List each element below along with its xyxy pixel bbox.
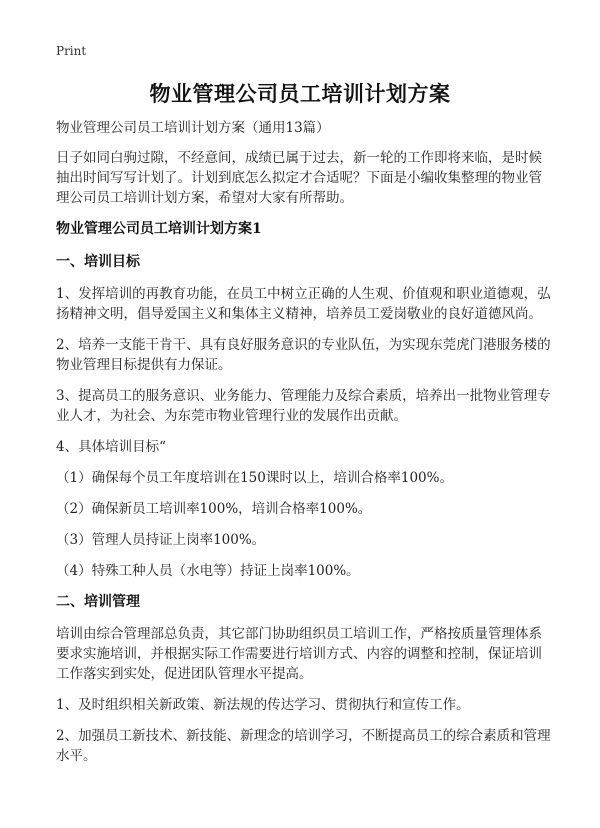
management-intro: 培训由综合管理部总负责，其它部门协助组织员工培训工作，严格按质量管理体系要求实施培训，并根据实际工作需要进行培训方式、内容的调整和控制，保证培训工作落实到实处，促进团队管理水平提高。 [56,626,542,682]
heading-training-goals: 一、培训目标 [56,254,140,270]
intro-paragraph: 日子如同白驹过隙，不经意间，成绩已属于过去，新一轮的工作即将来临，是时候抽出时间写写计划了。计划到底怎么拟定才合适呢？下面是小编收集整理的物业管理公司员工培训计划方案，希望对大家有所帮助。 [56,150,542,206]
print-link[interactable]: Print [56,44,87,58]
heading-training-management: 二、培训管理 [56,594,140,610]
management-item: 1、及时组织相关新政策、新法规的传达学习、贯彻执行和宣传工作。 [56,697,470,713]
goal-item: 3、提高员工的服务意识、业务能力、管理能力及综合素质，培养出一批物业管理专业人才，为社会、为东莞市物业管理行业的发展作出贡献。 [56,388,551,424]
goal-item: 1、发挥培训的再教育功能，在员工中树立正确的人生观、价值观和职业道德观，弘扬精神文明，倡导爱国主义和集体主义精神，培养员工爱岗敬业的良好道德风尚。 [56,286,551,322]
section-title: 物业管理公司员工培训计划方案1 [56,221,262,237]
document-body [56,118,552,777]
page-title: 物业管理公司员工培训计划方案 [149,81,451,106]
management-item: 2、加强员工新技术、新技能、新理念的培训学习，不断提高员工的综合素质和管理水平。 [56,728,551,764]
specific-goal-item: （3）管理人员持证上岗率100%。 [56,532,266,548]
document-subtitle: 物业管理公司员工培训计划方案（通用13篇） [56,120,330,136]
specific-goal-item: （1）确保每个员工年度培训在150课时以上，培训合格率100%。 [56,470,453,486]
goal-item: 4、具体培训目标“ [56,439,166,455]
specific-goal-item: （2）确保新员工培训率100%，培训合格率100%。 [56,501,372,517]
specific-goal-item: （4）特殊工种人员（水电等）持证上岗率100%。 [56,563,360,579]
goal-item: 2、培养一支能干肯干、具有良好服务意识的专业队伍，为实现东莞虎门港服务楼的物业管理目标提供有力保证。 [56,337,551,373]
